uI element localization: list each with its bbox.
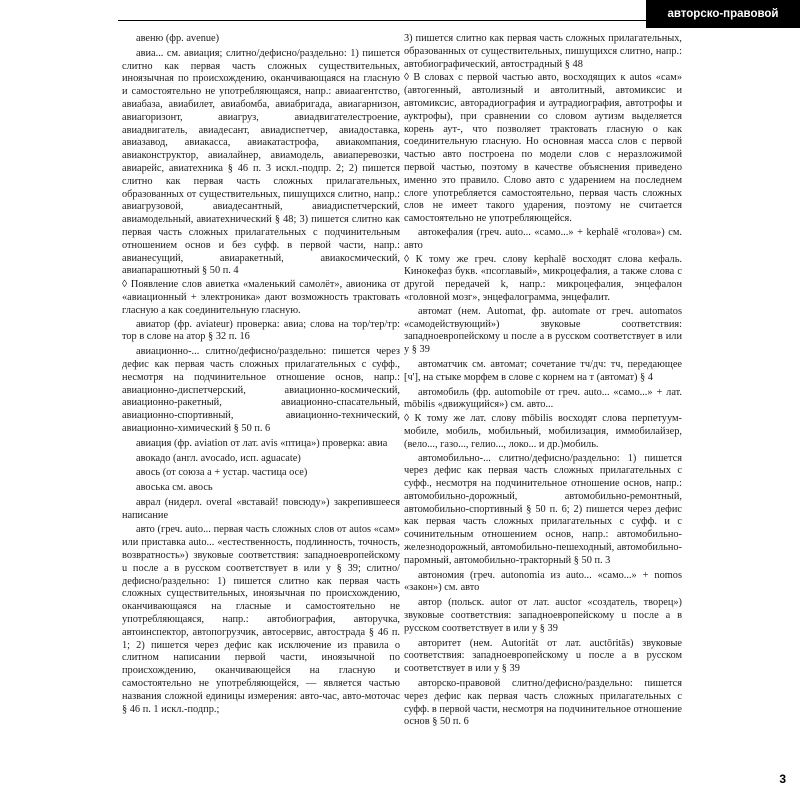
entry-avoska: авоська см. авось bbox=[136, 482, 213, 494]
entry-avtoritet: авторитет (нем. Autorität от лат. auctōritās) звуковые соответствия: западноевропейскому u после a в русском соответствует в или у § 39 bbox=[404, 637, 682, 675]
entry-avenu: авеню (фр. avenue) bbox=[136, 33, 220, 44]
entry-avtomat: автомат (нем. Automat, фр. automate от греч. automatos «самодействующий») звуковые соответствия: западноевропейскому u после a в русском соответствует в или у § 39 bbox=[404, 305, 682, 356]
entry-avto: авто (греч. auto... первая часть сложных слов от autos «сам» или приставка auto... «естественность, подлинность, точность, возвратность») звуковые соответствия: западноевропейскому u после a в русском соответствует в или у § 39; слитно/дефисно/раздельно: 1) пишется слитно как первая часть сложных существительных, иноязычная по происхождению, оканчивающаяся на гласные и самостоятельно не употребляющаяся, напр.: автобиография, авторучка, автоинспектор, автопогрузчик, автосервис, автострада § 46 п. 1; 2) пишется через дефис как исключение из правила о слитном написании первой части, иноязычной по происхождению, оканчивающейся на гласную и самостоятельно не употребляющейся, — является частью названия сложной единицы измерения: авто-час, авто-моточас § 46 п. 1 искл.-подпр.; bbox=[122, 524, 400, 715]
entry-avtonomiya: автономия (греч. autonomia из auto... «само...» + nomos «закон») см. авто bbox=[404, 569, 682, 594]
left-column bbox=[122, 33, 400, 716]
page-number: 3 bbox=[779, 772, 786, 786]
entry-aviator: авиатор (фр. aviateur) проверка: авиа; слова на тор/тер/тр: тор в слове на атор § 32 п. 16 bbox=[122, 318, 400, 343]
entry-avia: авиа... см. авиация; слитно/дефисно/раздельно: 1) пишется слитно как первая часть сложных существительных, иноязычная по происхождению, оканчивающаяся на гласную и самостоятельно не употребляющаяся, напр.: авиаагентство, авиабаза, авиабилет, авиабомба, авиабригада, авиагарнизон, авиагоризонт, авиагруз, авиадвигателестроение, авиадвигатель, авиадесант, авиадиспетчер, авиадоставка, авиазавод, авиакасса, авиакатастрофа, авиакомпания, авиаконструктор, авиалайнер, авиамодель, авиаперевозки, авиарейс, авиатехника § 46 п. 3 искл.-подпр. 2; 2) пишется слитно как первая часть сложных прилагательных, образованных от существительных, пишущихся слитно, напр.: авиагрузовой, авиадесантный, авиадиспетчерский, авиамодельный, авиатехнический § 48; 3) пишется слитно как первая часть сложных прилагательных с подчинительным отношением основ и без суфф. в первой части, напр.: авианесущий, авиаракетный, авиакосмический, авиапарашютный § 50 п. 4 bbox=[122, 47, 400, 277]
entry-avtomobil: автомобиль (фр. automobile от греч. auto... «само...» + лат. mōbilis «движущийся») см. авто... bbox=[404, 386, 682, 411]
page-header bbox=[0, 0, 800, 28]
entry-aviacionno: авиационно-... слитно/дефисно/раздельно: пишется через дефис как первая часть сложных прилагательных с суфф., несмотря на подчинительное отношение основ, напр.: авиационно-диспетчерский, авиационно-космический, авиационно-ракетный, авиационно-спасательный, авиационно-спортивный, авиационно-технический, авиационно-химический § 50 п. 6 bbox=[122, 346, 400, 434]
entry-avral: аврал (нидерл. overal «вставай! повсюду») закрепившееся написание bbox=[122, 496, 400, 521]
entry-avtorsko-pravovoy: авторско-правовой слитно/дефисно/раздельно: пишется через дефис как первая часть сложных прилагательных с суфф. в первой части, несмотря на подчинительное отношение основ § 50 п. 6 bbox=[404, 678, 682, 728]
entry-avtomatchik: автоматчик см. автомат; сочетание тч/дч: тч, передающее [ч'], на стыке морфем в слове с корнем на т (автомат) § 4 bbox=[404, 358, 682, 383]
running-head: авторско-правовой bbox=[646, 0, 800, 28]
entry-aviaciya: авиация (фр. aviation от лат. avis «птица») проверка: авиа bbox=[136, 437, 388, 449]
entry-avokado: авокадо (англ. avocado, исп. aguacate) bbox=[136, 452, 301, 464]
entry-avtor: автор (польск. autor от лат. auctor «создатель, творец») звуковые соответствия: западноевропейскому u после a в русском соответствует в или у § 39 bbox=[404, 597, 682, 634]
note-avto: ◊ В словах с первой частью авто, восходящих к autos «сам» (автогенный, автолизный и автолитный, автомиксис и автомиксис, авторадиография и аутрадиография, автотрофы и ауктрофы), при сравнении со словом аутизм выделяется корень аут-, что позволяет трактовать гласную о как соединительную гласную. Но основная масса слов с первой частью авто построена по модели слов с неразложимой первой частью, поэтому в качестве объяснения приведено именно это правило. Слово авто с ударением на последнем слоге употребляется самостоятельно, первая часть сложных слов не имеет такого ударения, поэтому не считается самостоятельно не употребляющейся. bbox=[404, 72, 682, 225]
entry-avos: авось (от союза а + устар. частица осе) bbox=[136, 467, 308, 479]
note-avia: ◊ Появление слов авиетка «маленький самолёт», авионика от «авиационный + электроника» дают возможность трактовать гласную а как соединительную гласную. bbox=[122, 279, 400, 316]
note-avtokefaliya: ◊ К тому же греч. слову kephalē восходят слова кефаль. Кинокефаз букв. «псоглавый», микроцефалия, а также слова с другой передачей k, напр.: микроцефалия, энцефалон «головной мозг», энцефалограмма, энцефалит. bbox=[404, 253, 682, 303]
entry-avtomobilno: автомобильно-... слитно/дефисно/раздельно: 1) пишется через дефис как первая часть сложных прилагательных с суфф., несмотря на подчинительное отношение основ, напр.: автомобильно-дорожный, автомобильно-ремонтный, автомобильно-спортивный § 50 п. 6; 2) пишется через дефис как первая часть сложных прилагательных с суфф. и с сочинительным отношением основ, напр.: автомобильно-железнодорожный, автомобильно-пешеходный, автомобильно-паромный, автомобильно-тракторный § 50 п. 3 bbox=[404, 452, 682, 566]
entry-avtokefaliya: автокефалия (греч. auto... «само...» + kephalē «голова») см. авто bbox=[404, 226, 682, 251]
right-column bbox=[404, 33, 682, 729]
note-avtomobil: ◊ К тому же лат. слову mōbilis восходят слова перпетуум-мобиле, мобиль, мобильный, мобилизация, иммобилайзер, (вело..., газо..., гелио..., локо... и др.)мобиль. bbox=[404, 413, 682, 450]
entry-avto-continued: 3) пишется слитно как первая часть сложных прилагательных, образованных от существительных, пишущихся слитно, напр.: автобиографический, автострадный § 48 bbox=[404, 33, 682, 70]
